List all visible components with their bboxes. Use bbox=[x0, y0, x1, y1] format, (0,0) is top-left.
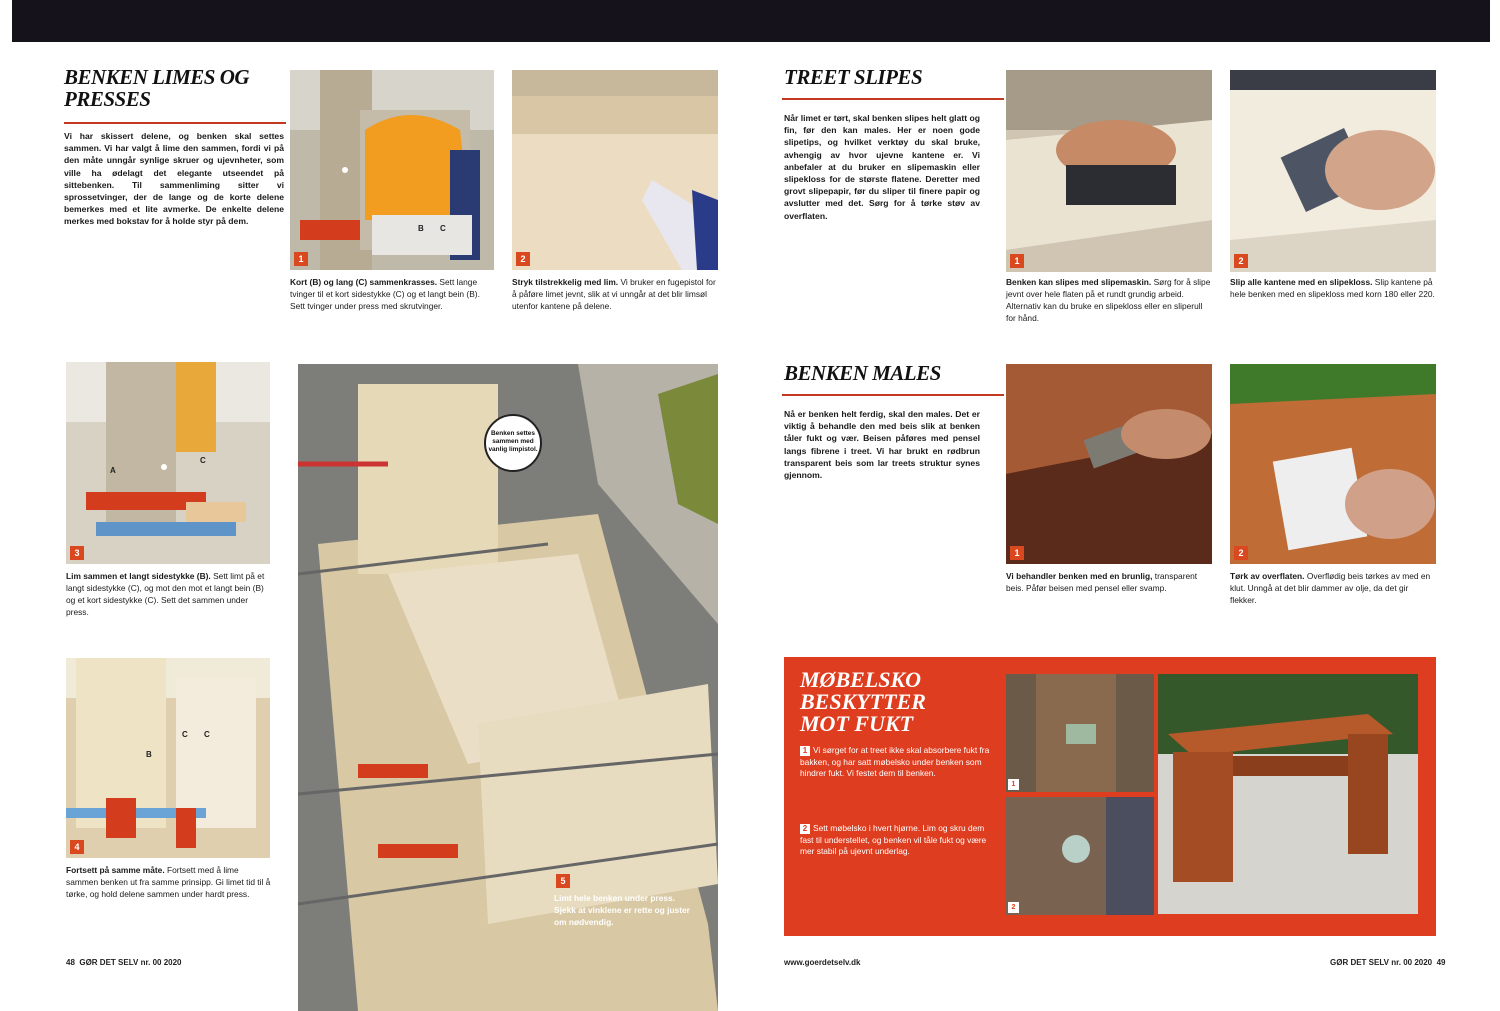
callout-bubble: Benken settes sammen med vanlig limpistol. bbox=[484, 414, 542, 472]
part-letter: C bbox=[440, 224, 446, 233]
section-rule bbox=[64, 122, 286, 124]
caption-bold: Fortsett på samme måte. bbox=[66, 865, 165, 875]
part-letter: C bbox=[200, 456, 206, 465]
caption-step-4 bbox=[66, 864, 272, 900]
step-badge: 2 bbox=[1008, 902, 1019, 913]
part-letter: C bbox=[204, 730, 210, 739]
photo-sanding-2 bbox=[1230, 70, 1436, 272]
box-item-1 bbox=[800, 745, 995, 780]
photo-cloth-illustration bbox=[1230, 364, 1436, 564]
box-title: MØBELSKO BESKYTTER MOT FUKT bbox=[800, 667, 926, 736]
step-badge: 2 bbox=[1234, 254, 1248, 268]
page-number: 49 bbox=[1436, 958, 1446, 967]
section-rule bbox=[782, 98, 1004, 100]
photo-sander-illustration bbox=[1006, 70, 1212, 272]
photo-foot-1 bbox=[1006, 674, 1154, 792]
caption-painting-1 bbox=[1006, 570, 1212, 594]
sanding-text: Når limet er tørt, skal benken slipes helt glatt og fin, før den kan males. Her er noen gode slipetips, og hvilket verktøy du skal bruke, avhengig av hvor ujevne kantene er. Vi anbefaler at du bruker en slipemaskin eller slipekloss for de største flatene. Deretter med grovt slipepapir, før du sliper til finere papir og avslutter med det. Sørg for å tørke støv av overflaten. bbox=[784, 113, 980, 221]
photo-step-2 bbox=[512, 70, 718, 270]
caption-bold: Lim sammen et langt sidestykke (B). bbox=[66, 571, 211, 581]
photo-foot-2 bbox=[1006, 797, 1154, 915]
caption-bold: Benken kan slipes med slipemaskin. bbox=[1006, 277, 1152, 287]
caption-sanding-1 bbox=[1006, 276, 1212, 324]
step-badge: 1 bbox=[1008, 779, 1019, 790]
caption-text: transparent beis. Påfør beisen med pensel eller svamp. bbox=[1006, 571, 1198, 593]
photo-painting-1 bbox=[1006, 364, 1212, 564]
photo-finished-bench bbox=[1158, 674, 1418, 914]
box-item-text: Vi sørget for at treet ikke skal absorbere fukt fra bakken, og har satt møbelsko under benken som hindrer fukt. Vi festet dem til benken. bbox=[800, 745, 990, 778]
photo-sanding-block-illustration bbox=[1230, 70, 1436, 272]
step-badge: 3 bbox=[70, 546, 84, 560]
folio-left bbox=[66, 958, 181, 967]
photo-step-5 bbox=[298, 364, 718, 1011]
caption-step-2 bbox=[512, 276, 718, 312]
step-badge: 2 bbox=[1234, 546, 1248, 560]
part-letter: C bbox=[182, 730, 188, 739]
issue: nr. 00 2020 bbox=[1391, 958, 1433, 967]
furniture-feet-box bbox=[784, 657, 1436, 936]
caption-text: Vi bruker en fugepistol for å påføre limet jevnt, slik at vi unngår at det blir limsøl utenfor kantene på delene. bbox=[512, 277, 716, 311]
photo-step-4 bbox=[66, 658, 270, 858]
folio-right bbox=[1330, 958, 1445, 967]
part-letter: A bbox=[110, 466, 116, 475]
photo-clamp-illustration bbox=[66, 362, 270, 564]
caption-bold: Slip alle kantene med en slipekloss. bbox=[1230, 277, 1373, 287]
caption-text: Sørg for å slipe jevnt over hele flaten på et rundt grundig arbeid. Alternativ kan du bruke en slipekloss eller en sliperull for hånd. bbox=[1006, 277, 1211, 323]
part-letter: B bbox=[418, 224, 424, 233]
section-title-paint: BENKEN MALES bbox=[784, 361, 941, 385]
photo-painting-2 bbox=[1230, 364, 1436, 564]
caption-bold: Tørk av overflaten. bbox=[1230, 571, 1305, 581]
photo-glue-illustration bbox=[512, 70, 718, 270]
box-item-text: Sett møbelsko i hvert hjørne. Lim og skru dem fast til understellet, og benken vil tåle fukt og være mer stabil på ujevnt underlag. bbox=[800, 823, 987, 856]
step-badge: 2 bbox=[516, 252, 530, 266]
step-badge: 4 bbox=[70, 840, 84, 854]
step-badge: 5 bbox=[556, 874, 570, 888]
caption-text: Sett limt på et langt sidestykke (C), og mot den mot et langt bein (B) og et kort sidestykke (C). Sett det sammen under press. bbox=[66, 571, 265, 617]
photo-foot-illustration bbox=[1006, 797, 1154, 915]
caption-text: Slip kantene på hele benken med en slipekloss med korn 180 eller 220. bbox=[1230, 277, 1435, 299]
photo-bench-illustration bbox=[1158, 674, 1418, 914]
step-badge: 1 bbox=[1010, 254, 1024, 268]
box-number: 1 bbox=[800, 746, 810, 756]
caption-step-5: Limt hele benken under press. Sjekk at vinklene er rette og juster om nødvendig. bbox=[554, 893, 690, 927]
folio-right-url: www.goerdetselv.dk bbox=[784, 958, 861, 967]
photo-step-1 bbox=[290, 70, 494, 270]
issue: nr. 00 2020 bbox=[140, 958, 182, 967]
magazine-name: GØR DET SELV bbox=[79, 958, 139, 967]
caption-bold: Stryk tilstrekkelig med lim. bbox=[512, 277, 619, 287]
page-number: 48 bbox=[66, 958, 75, 967]
magazine-name: GØR DET SELV bbox=[1330, 958, 1389, 967]
painting-text: Nå er benken helt ferdig, skal den males. Det er viktig å behandle den med beis slik at benken tåler fukt og vær. Beisen påføres med pensel langs fibrene i treet. Vi har brukt en rødbrun transparent beis som lar treets struktur synes gjennom. bbox=[784, 409, 980, 481]
caption-step-1 bbox=[290, 276, 494, 312]
photo-sanding-1 bbox=[1006, 70, 1212, 272]
caption-bold: Vi behandler benken med en brunlig, bbox=[1006, 571, 1153, 581]
step-badge: 1 bbox=[294, 252, 308, 266]
caption-sanding-2 bbox=[1230, 276, 1436, 300]
step-badge: 1 bbox=[1010, 546, 1024, 560]
caption-bold: Kort (B) og lang (C) sammenkrasses. bbox=[290, 277, 438, 287]
intro-text: Vi har skissert delene, og benken skal settes sammen. Vi har valgt å lime den sammen, fordi vi på den måte unngår synlige skruer og ujevnheter, som ville ha ødelagt det elegante utseendet på sittebenken. Til sammenliming sitter vi sprossetvinger, der de lange og de korte delene bemerkes med et lite avmerke. De enkelte delene merkes med bokstav for å holde styr på dem. bbox=[64, 131, 284, 227]
caption-text: Overflødig beis tørkes av med en klut. Unngå at det blir dammer av olje, da det gir flekker. bbox=[1230, 571, 1431, 605]
photo-assembly-illustration bbox=[66, 658, 270, 858]
part-letter: B bbox=[146, 750, 152, 759]
photo-foot-illustration bbox=[1006, 674, 1154, 792]
photo-step-3 bbox=[66, 362, 270, 564]
section-title-sand: TREET SLIPES bbox=[784, 65, 923, 89]
photo-brush-illustration bbox=[1006, 364, 1212, 564]
top-banner bbox=[12, 0, 1490, 42]
caption-text: Sett lange tvinger til et kort sidestykke (C) og et langt bein (B). Sett tvinger under press med skrutvinger. bbox=[290, 277, 480, 311]
section-rule bbox=[782, 394, 1004, 396]
caption-painting-2 bbox=[1230, 570, 1436, 606]
caption-text: Fortsett med å lime sammen benken ut fra samme prinsipp. Gi limet tid til å tørke, og hold delene sammen under hardt press. bbox=[66, 865, 271, 899]
box-number: 2 bbox=[800, 824, 810, 834]
photo-clamp-illustration bbox=[290, 70, 494, 270]
caption-step-3 bbox=[66, 570, 272, 618]
section-title-glue: BENKEN LIMES OG PRESSES bbox=[64, 65, 250, 111]
box-item-2 bbox=[800, 823, 995, 858]
